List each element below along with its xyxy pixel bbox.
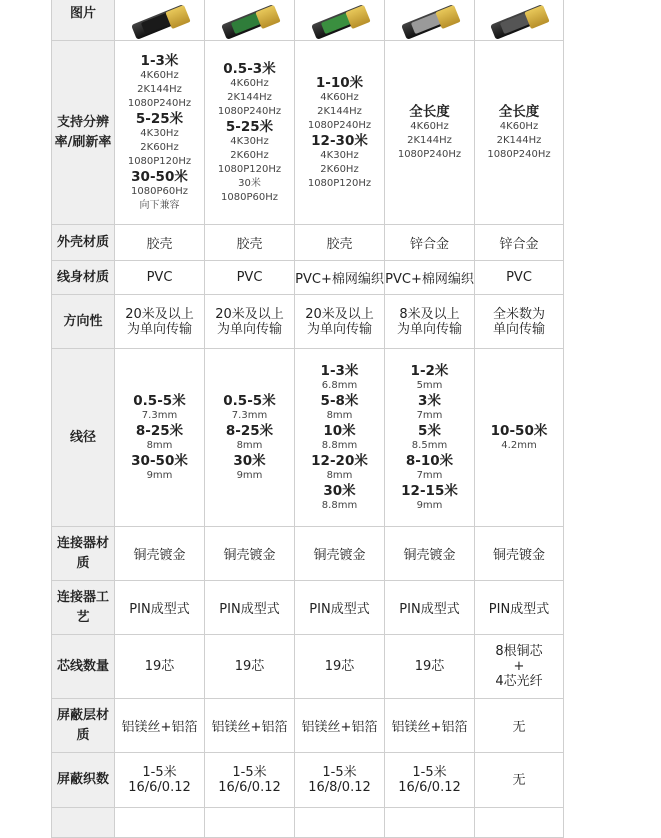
cell-line: 1080P240Hz: [127, 97, 192, 109]
cell-line: 1080P60Hz: [221, 191, 278, 203]
cell-line: 全长度: [409, 103, 450, 120]
row-shield-weave: [52, 753, 564, 808]
cell-line: 8.8mm: [321, 439, 358, 451]
row-header-cores: 芯线数量: [52, 635, 115, 699]
cell-conn-material-3: 铜壳镀金: [295, 527, 385, 581]
cell-line: 12-30米: [311, 132, 368, 149]
row-diameter: [52, 349, 564, 527]
cell-line: 2K60Hz: [140, 141, 179, 153]
cell-line: 7mm: [416, 469, 443, 481]
cell-line: 1-5米: [142, 765, 177, 780]
cell-line: 1080P120Hz: [217, 163, 282, 175]
cell-line: 1080P240Hz: [307, 119, 372, 131]
row-conn-material: [52, 527, 564, 581]
row-direction: [52, 295, 564, 349]
cell-cores-2: [205, 635, 295, 699]
cell-shell-4: 锌合金: [385, 225, 475, 261]
cell-line: 8mm: [326, 409, 353, 421]
cell-diameter-3: [295, 349, 385, 527]
cell-shield-weave-3: [295, 753, 385, 808]
cell-conn-process-5: PIN成型式: [475, 581, 564, 635]
row-header-direction: 方向性: [52, 295, 115, 349]
cell-shield-material-1: 铝镁丝+铝箔: [115, 699, 205, 753]
cell-direction-4: [385, 295, 475, 349]
cell-direction-2: [205, 295, 295, 349]
cell-line: 1-5米: [412, 765, 447, 780]
cell-line: 8.5mm: [411, 439, 448, 451]
cell-picture-1: [115, 0, 205, 41]
cell-line: 2K144Hz: [227, 91, 272, 103]
cell-wire-material-2: PVC: [205, 261, 295, 295]
cell-line: 9mm: [236, 469, 263, 481]
cell-line: 4芯光纤: [495, 674, 543, 689]
cell-line: 30米: [238, 177, 261, 189]
cell-line: 6.8mm: [321, 379, 358, 391]
cell-cores-3: [295, 635, 385, 699]
cell-picture-5: [475, 0, 564, 41]
cell-line: 19芯: [324, 659, 355, 674]
cell-conn-material-5: 铜壳镀金: [475, 527, 564, 581]
cell-conn-material-4: 铜壳镀金: [385, 527, 475, 581]
cell-line: 为单向传输: [396, 321, 462, 337]
cell-line: 单向传输: [492, 321, 545, 337]
cell-direction-5: [475, 295, 564, 349]
cell-line: 2K144Hz: [317, 105, 362, 117]
cell-line: 12-15米: [401, 482, 458, 499]
cell-line: 1-3米: [140, 52, 179, 69]
cell-conn-process-2: PIN成型式: [205, 581, 295, 635]
cell-line: 10-50米: [490, 422, 548, 439]
cell-line: 2K144Hz: [137, 83, 182, 95]
row-header-wire-material: 线身材质: [52, 261, 115, 295]
row-header-resolution: 支持分辨率/刷新率: [52, 41, 115, 225]
row-header-shield-material: 屏蔽层材质: [52, 699, 115, 753]
cell-line: 全长度: [498, 103, 540, 120]
cell-line: 5米: [418, 422, 441, 439]
cell-line: 4K60Hz: [230, 77, 269, 89]
cell-line: 2K144Hz: [496, 134, 542, 146]
cell-line: 8米及以上: [399, 306, 460, 322]
cell-line: 向下兼容: [139, 199, 180, 211]
cell-line: 1-3米: [320, 362, 359, 379]
cell-line: 4K30Hz: [320, 149, 359, 161]
cell-picture-3: [295, 0, 385, 41]
row-header-diameter: 线径: [52, 349, 115, 527]
cell-line: 7mm: [416, 409, 443, 421]
cell-line: 4K60Hz: [140, 69, 179, 81]
cell-line: 16/6/0.12: [218, 780, 281, 795]
cell-line: 4K60Hz: [320, 91, 359, 103]
cell-shell-1: 胶壳: [115, 225, 205, 261]
cell-resolution-3: [295, 41, 385, 225]
row--tail: [52, 808, 564, 838]
cell--tail-3: [295, 808, 385, 838]
cell-line: 16/8/0.12: [308, 780, 371, 795]
hdmi-cable-fiber-icon: [489, 4, 549, 38]
cell-line: 9mm: [416, 499, 443, 511]
cell-shield-weave-4: [385, 753, 475, 808]
cell-line: 全米数为: [492, 306, 545, 322]
cell-conn-material-1: 铜壳镀金: [115, 527, 205, 581]
cell-picture-4: [385, 0, 475, 41]
cell--tail-1: [115, 808, 205, 838]
cell-line: 5-8米: [320, 392, 359, 409]
hdmi-cable-black-icon: [130, 4, 190, 38]
cell-conn-material-2: 铜壳镀金: [205, 527, 295, 581]
cell-picture-2: [205, 0, 295, 41]
cell-line: 16/6/0.12: [128, 780, 191, 795]
cell-line: 8mm: [236, 439, 263, 451]
cell-diameter-2: [205, 349, 295, 527]
row-shield-material: [52, 699, 564, 753]
row-header-conn-material: 连接器材质: [52, 527, 115, 581]
row-header-picture: 图片: [52, 0, 115, 41]
cell-line: 8-25米: [135, 422, 184, 439]
cell-shield-material-4: 铝镁丝+铝箔: [385, 699, 475, 753]
cell-diameter-1: [115, 349, 205, 527]
cell-line: 1-5米: [232, 765, 267, 780]
cell-line: 20米及以上: [305, 306, 374, 322]
cell-line: 为单向传输: [306, 321, 372, 337]
cell-conn-process-3: PIN成型式: [295, 581, 385, 635]
cell-wire-material-3: PVC+棉网编织: [295, 261, 385, 295]
cell-shield-material-2: 铝镁丝+铝箔: [205, 699, 295, 753]
cell-shield-weave-1: [115, 753, 205, 808]
cell-line: 30米: [233, 452, 266, 469]
row-resolution: [52, 41, 564, 225]
cell-line: 4K30Hz: [230, 135, 269, 147]
cell-shell-2: 胶壳: [205, 225, 295, 261]
row-header-conn-process: 连接器工艺: [52, 581, 115, 635]
cell-wire-material-4: PVC+棉网编织: [385, 261, 475, 295]
cell-diameter-5: [475, 349, 564, 527]
cell-line: 4.2mm: [501, 439, 537, 451]
cell-line: 8.8mm: [321, 499, 358, 511]
cell-line: 8mm: [326, 469, 353, 481]
cell-wire-material-1: PVC: [115, 261, 205, 295]
cell-shell-5: 锌合金: [475, 225, 564, 261]
cell-line: 2K60Hz: [230, 149, 269, 161]
cell-line: 1080P120Hz: [127, 155, 192, 167]
cell-shield-weave-5: [475, 753, 564, 808]
cell-cores-4: [385, 635, 475, 699]
cell-line: 16/6/0.12: [398, 780, 461, 795]
cell-line: 20米及以上: [215, 306, 284, 322]
cell--tail-5: [475, 808, 564, 838]
cell-cores-5: [475, 635, 564, 699]
row-wire-material: [52, 261, 564, 295]
cell-shield-weave-2: [205, 753, 295, 808]
cell-line: 8-10米: [405, 452, 454, 469]
cell-wire-material-5: PVC: [475, 261, 564, 295]
cell-line: 1080P240Hz: [217, 105, 282, 117]
cell-line: 5-25米: [135, 110, 184, 127]
row-header--tail: [52, 808, 115, 838]
row-cores: [52, 635, 564, 699]
cell-line: 19芯: [414, 659, 445, 674]
cell-line: 20米及以上: [125, 306, 194, 322]
cell--tail-2: [205, 808, 295, 838]
cell-line: 30-50米: [131, 452, 188, 469]
cell-line: 9mm: [146, 469, 173, 481]
cell-line: 1080P120Hz: [307, 177, 372, 189]
cell-conn-process-4: PIN成型式: [385, 581, 475, 635]
hdmi-cable-metal-icon: [400, 4, 460, 38]
cell-direction-3: [295, 295, 385, 349]
cell-line: 0.5-5米: [133, 392, 186, 409]
cell--tail-4: [385, 808, 475, 838]
row-picture: [52, 0, 564, 41]
cell-line: 1-5米: [322, 765, 357, 780]
cell-line: 3米: [418, 392, 441, 409]
cell-line: 12-20米: [311, 452, 368, 469]
cell-line: 2K60Hz: [320, 163, 359, 175]
cell-line: 19芯: [144, 659, 175, 674]
cell-resolution-1: [115, 41, 205, 225]
cell-line: 4K30Hz: [140, 127, 179, 139]
cell-line: +: [513, 659, 525, 674]
cell-direction-1: [115, 295, 205, 349]
row-conn-process: [52, 581, 564, 635]
cell-conn-process-1: PIN成型式: [115, 581, 205, 635]
cell-line: 30-50米: [131, 168, 188, 185]
cell-resolution-4: [385, 41, 475, 225]
cell-resolution-2: [205, 41, 295, 225]
hdmi-cable-braided-green-icon: [310, 4, 370, 38]
cell-line: 无: [512, 772, 526, 788]
cell-line: 8mm: [146, 439, 173, 451]
cell-diameter-4: [385, 349, 475, 527]
cell-line: 1-10米: [315, 74, 364, 91]
cell-line: 1080P60Hz: [131, 185, 188, 197]
cell-cores-1: [115, 635, 205, 699]
cell-line: 0.5-3米: [223, 60, 276, 77]
cell-line: 1-2米: [410, 362, 449, 379]
cell-line: 为单向传输: [126, 321, 192, 337]
cell-line: 30米: [323, 482, 356, 499]
cell-line: 0.5-5米: [223, 392, 276, 409]
spec-table: [51, 0, 564, 838]
cell-shell-3: 胶壳: [295, 225, 385, 261]
cell-shield-material-3: 铝镁丝+铝箔: [295, 699, 385, 753]
cell-line: 1080P240Hz: [487, 148, 551, 160]
cell-line: 5-25米: [225, 118, 274, 135]
cell-line: 2K144Hz: [407, 134, 452, 146]
cell-line: 10米: [323, 422, 356, 439]
row-shell: [52, 225, 564, 261]
cell-line: 4K60Hz: [499, 120, 539, 132]
cell-line: 4K60Hz: [410, 120, 449, 132]
cell-line: 8根铜芯: [495, 644, 543, 659]
row-header-shield-weave: 屏蔽织数: [52, 753, 115, 808]
cell-line: 5mm: [416, 379, 443, 391]
cell-line: 1080P240Hz: [397, 148, 462, 160]
cell-resolution-5: [475, 41, 564, 225]
row-header-shell: 外壳材质: [52, 225, 115, 261]
cell-line: 为单向传输: [216, 321, 282, 337]
hdmi-cable-green-icon: [220, 4, 280, 38]
cell-line: 7.3mm: [141, 409, 178, 421]
cell-shield-material-5: 无: [475, 699, 564, 753]
cell-line: 7.3mm: [231, 409, 268, 421]
cell-line: 19芯: [234, 659, 265, 674]
cell-line: 8-25米: [225, 422, 274, 439]
